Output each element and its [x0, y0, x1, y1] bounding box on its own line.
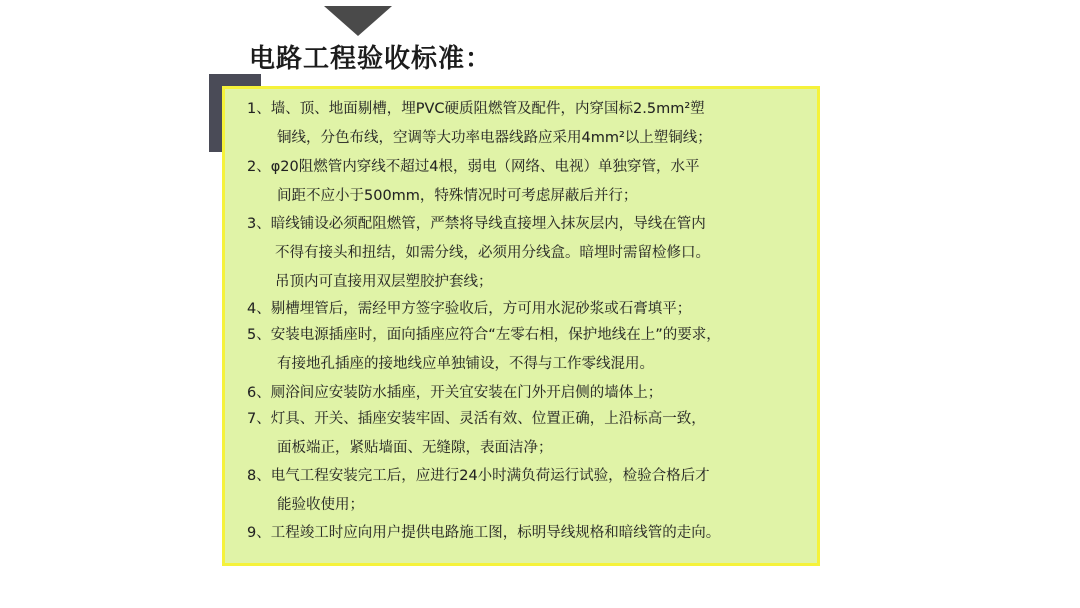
standard-item-6: [247, 379, 662, 408]
standard-item-4: [247, 295, 691, 324]
standard-item-7: [247, 405, 706, 463]
item-line: 能验收使用；: [277, 497, 364, 513]
item-line: 1、墙、顶、地面剔槽，埋PVC硬质阻燃管及配件，内穿国标2.5mm²塑: [247, 101, 705, 117]
standard-item-5: [247, 321, 721, 379]
item-line: 5、安装电源插座时，面向插座应符合“左零右相，保护地线在上”的要求，: [247, 327, 721, 343]
item-line: 4、剔槽埋管后，需经甲方签字验收后，方可用水泥砂浆或石膏填平；: [247, 301, 692, 317]
item-line: 3、暗线铺设必须配阻燃管，严禁将导线直接埋入抹灰层内，导线在管内: [247, 216, 706, 232]
item-line: 铜线，分色布线，空调等大功率电器线路应采用4mm²以上塑铜线；: [277, 130, 712, 146]
item-line: 有接地孔插座的接地线应单独铺设，不得与工作零线混用。: [277, 356, 654, 372]
item-line: 7、灯具、开关、插座安装牢固、灵活有效、位置正确，上沿标高一致，: [247, 411, 706, 427]
item-line: 不得有接头和扭结，如需分线，必须用分线盒。暗埋时需留检修口。: [275, 245, 710, 261]
page-title: 电路工程验收标准：: [249, 44, 493, 74]
standard-item-3: [247, 210, 710, 297]
item-line: 9、工程竣工时应向用户提供电路施工图，标明导线规格和暗线管的走向。: [247, 525, 721, 541]
item-line: 面板端正，紧贴墙面、无缝隙，表面洁净；: [277, 440, 553, 456]
item-line: 6、厕浴间应安装防水插座，开关宜安装在门外开启侧的墙体上；: [247, 385, 663, 401]
standards-content-box: [222, 86, 820, 566]
item-line: 间距不应小于500mm，特殊情况时可考虑屏蔽后并行；: [277, 188, 638, 204]
standard-item-2: [247, 153, 699, 211]
standard-item-8: [247, 462, 710, 520]
standard-item-1: [247, 95, 712, 153]
item-line: 吊顶内可直接用双层塑胶护套线；: [275, 274, 493, 290]
top-triangle-decoration: [324, 6, 392, 36]
item-line: 2、φ20阻燃管内穿线不超过4根，弱电（网络、电视）单独穿管，水平: [247, 159, 700, 175]
standard-item-9: [247, 519, 720, 548]
item-line: 8、电气工程安装完工后，应进行24小时满负荷运行试验，检验合格后才: [247, 468, 710, 484]
